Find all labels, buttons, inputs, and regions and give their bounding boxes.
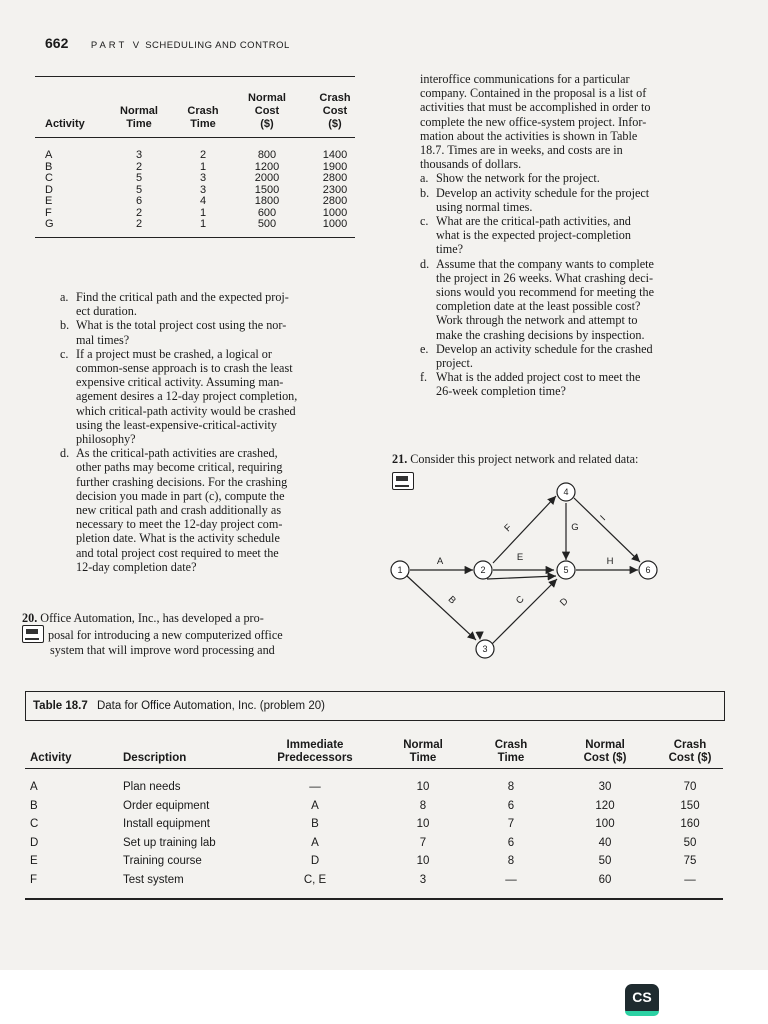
table-cell: 2 [135, 218, 143, 230]
question-line: new critical path and crash additionally as [76, 503, 282, 518]
question-line: 26-week completion time? [436, 384, 566, 399]
table-cell: 10 [416, 781, 430, 793]
question-label: e. [420, 341, 429, 356]
table-cell: 70 [683, 781, 697, 793]
project-network-diagram [380, 478, 680, 668]
question-line: Find the critical path and the expected proj- [76, 290, 289, 304]
question-item [420, 257, 730, 342]
table-row [35, 150, 355, 162]
node-2-label: 2 [480, 565, 486, 575]
question-item [60, 290, 362, 318]
table-cell: 1800 [254, 195, 280, 207]
question-line: and total project cost required to meet the [76, 545, 279, 560]
table-cell: 160 [680, 818, 700, 830]
question-line: common-sense approach is to crash the least [76, 361, 293, 376]
table-cell: 2 [135, 206, 143, 219]
table-caption-number: Table 18.7 [33, 700, 88, 712]
question-line: which critical-path activity would be crashed [76, 403, 296, 418]
table-header-row [35, 77, 355, 135]
table-cell: 600 [257, 206, 277, 219]
question-item [420, 342, 730, 370]
arc-label-b: B [445, 594, 458, 607]
col-header-description: Description [123, 752, 187, 764]
table187-header-row [25, 730, 723, 768]
question-item [420, 370, 730, 398]
table-cell: Install equipment [123, 818, 210, 830]
chapter-title: SCHEDULING AND CONTROL [145, 40, 290, 51]
question-line: further crashing decisions. For the crashing [76, 474, 288, 489]
table-row [35, 162, 355, 174]
col-header-normal-cost: Normal Cost ($) [583, 739, 627, 764]
col-header-predecessors: Immediate Predecessors [277, 739, 353, 764]
col-header-activity: Activity [30, 752, 72, 764]
table-cell: E [45, 195, 53, 207]
arc-label-h: H [606, 556, 614, 567]
col-header-crash-cost: Crash Cost ($) [668, 739, 712, 764]
question-line: time? [436, 242, 464, 257]
question-label: b. [420, 185, 430, 200]
table-row [25, 834, 723, 853]
table-row [35, 219, 355, 231]
table-cell: 8 [507, 781, 515, 793]
question-label: d. [420, 256, 430, 271]
table-cell: D [30, 836, 39, 849]
table-caption [25, 691, 725, 721]
table-cell: C [45, 172, 53, 184]
question-label: d. [60, 446, 70, 461]
question-line: necessary to meet the 12-day project com- [76, 517, 283, 532]
table-cell: A [45, 149, 53, 161]
arc-label-g: G [571, 522, 579, 533]
question-item [60, 446, 362, 574]
table-cell: G [45, 218, 54, 230]
question-line: sions would you recommend for meeting the [436, 285, 654, 300]
table-cell: 7 [419, 836, 427, 849]
table-row [35, 173, 355, 185]
table-cell: 2800 [322, 195, 348, 207]
table-cell: 1500 [254, 183, 280, 196]
question-item [60, 318, 362, 346]
col-header-activity: Activity [45, 118, 85, 130]
question-line: completion date at the least possible cost? [436, 299, 641, 314]
question-line: Show the network for the project. [436, 171, 600, 186]
table-cell: 5 [135, 183, 143, 196]
intro-line: activities that must be accomplished in order to [420, 100, 651, 115]
table-cell: D [45, 183, 53, 196]
question-line: using the least-expensive-critical-activity [76, 417, 278, 432]
table-cell: 1200 [254, 160, 280, 173]
arc-d [492, 579, 557, 644]
arc-c [487, 576, 556, 579]
table-cell: 3 [199, 172, 207, 184]
computer-icon [22, 625, 44, 643]
arc-label-i: I [598, 513, 609, 524]
table-row [25, 797, 723, 816]
question-line: agement desires a 12-day project completion, [76, 389, 298, 404]
question-line: project. [436, 356, 473, 371]
table-body [35, 138, 355, 231]
problem21-text: Consider this project network and related data: [410, 452, 639, 466]
table-cell: D [310, 855, 320, 867]
question-line: pletion date. What is the activity schedule [76, 531, 280, 546]
table-row [25, 871, 723, 890]
page-header [45, 35, 290, 53]
arc-b [407, 576, 476, 640]
table-cell: 2 [135, 160, 143, 173]
table-cell: 50 [683, 836, 697, 849]
table-row [25, 778, 723, 797]
problem19-questions [60, 290, 362, 574]
question-line: 12-day completion date? [76, 559, 197, 574]
problem21 [392, 452, 638, 467]
question-line: Develop an activity schedule for the crashed [436, 341, 653, 356]
question-line: what is the expected project-completion [436, 228, 631, 243]
table-cell: 40 [598, 836, 612, 849]
table-cell: E [30, 855, 38, 867]
table-cell: 1 [199, 206, 207, 219]
arc-label-f: F [502, 522, 515, 535]
node-3-label: 3 [482, 644, 488, 654]
question-item [420, 186, 730, 214]
camscanner-badge [625, 984, 659, 1016]
table-cell: A [311, 836, 319, 849]
question-line: ect duration. [76, 304, 137, 319]
table-cell: 3 [135, 149, 143, 161]
table-cell: 6 [507, 836, 515, 849]
problem21-number: 21. [392, 452, 408, 466]
arc-label-e: E [516, 552, 524, 563]
table-cell: 5 [135, 172, 143, 184]
col-header-normal-time: Normal Time [403, 739, 443, 764]
table-cell: C [30, 818, 39, 830]
table-cell: Plan needs [123, 781, 181, 793]
table-cell: A [30, 781, 38, 793]
table-cell: 150 [680, 799, 700, 812]
arc-label-d: D [557, 595, 571, 609]
question-line: What is the total project cost using the nor- [76, 318, 287, 333]
table-cell: 8 [507, 855, 515, 867]
table-cell: 6 [135, 195, 143, 207]
table-cell: 4 [199, 195, 207, 207]
table-cell: 800 [257, 149, 277, 161]
arc-label-a: A [436, 556, 444, 567]
question-label: c. [60, 346, 69, 361]
table-cell: 7 [507, 818, 515, 830]
office-automation-table [25, 730, 723, 900]
table-row [35, 208, 355, 220]
question-label: a. [60, 290, 69, 304]
part-label: PART V [90, 40, 143, 51]
col-header-crash-cost: Crash Cost ($) [319, 92, 351, 130]
table-cell: F [30, 873, 38, 886]
table-cell: B [311, 818, 319, 830]
table-cell: B [30, 799, 38, 812]
question-line: other paths may become critical, requiring [76, 460, 283, 475]
table-cell: 1000 [322, 218, 348, 230]
table-cell: 1000 [322, 206, 348, 219]
intro-line: 18.7. Times are in weeks, and costs are in [420, 143, 623, 158]
node-1-label: 1 [397, 565, 403, 575]
question-line: What are the critical-path activities, and [436, 214, 631, 229]
node-6-label: 6 [645, 565, 651, 575]
question-line: Develop an activity schedule for the project [436, 185, 650, 200]
activity-cost-table [35, 76, 355, 238]
question-line: make the crashing decisions by inspection. [436, 327, 645, 342]
table-row [25, 815, 723, 834]
problem20-line1: Office Automation, Inc., has developed a pro- [40, 611, 264, 625]
problem20-number: 20. [22, 611, 38, 625]
question-label: a. [420, 171, 429, 186]
table-cell: 1900 [322, 160, 348, 173]
table-cell: 2300 [322, 183, 348, 196]
col-header-normal-cost: Normal Cost ($) [248, 92, 286, 130]
table-cell: 3 [419, 873, 427, 886]
table-cell: B [45, 160, 53, 173]
problem20-continued [420, 72, 730, 399]
col-header-crash-time: Crash Time [494, 739, 528, 764]
arc-b-helper [477, 579, 480, 640]
intro-line: thousands of dollars. [420, 157, 522, 172]
table-cell: — [505, 873, 517, 886]
intro-line: interoffice communications for a particular [420, 72, 630, 86]
table-cell: 10 [416, 855, 430, 867]
table-cell: 500 [257, 218, 277, 230]
badge-label: CS [632, 989, 652, 1005]
question-line: mal times? [76, 332, 130, 347]
problem20-line2: posal for introducing a new computerized office [48, 628, 283, 643]
question-line: What is the added project cost to meet the [436, 370, 641, 385]
question-line: the project in 26 weeks. What crashing deci- [436, 270, 654, 285]
arc-label-c: C [513, 593, 527, 607]
table-cell: 10 [416, 818, 430, 830]
intro-line: mation about the activities is shown in Table [420, 128, 638, 143]
col-header-normal-time: Normal Time [120, 105, 158, 130]
table-bottom-rule [35, 237, 355, 238]
page-number: 662 [45, 35, 69, 51]
table-cell: Test system [123, 873, 184, 886]
question-line: If a project must be crashed, a logical or [76, 346, 272, 361]
table-cell: 100 [595, 818, 615, 830]
problem20-line3: system that will improve word processing and [50, 643, 275, 658]
table-cell: 1 [199, 160, 207, 173]
table-cell: 3 [199, 183, 207, 196]
table-cell: 60 [598, 873, 612, 886]
question-label: f. [420, 370, 428, 385]
table-cell: Training course [123, 855, 202, 867]
table-cell: 75 [683, 855, 697, 867]
table-cell: 2800 [322, 172, 348, 184]
node-4-label: 4 [563, 487, 569, 497]
table-cell: 30 [598, 781, 612, 793]
table-cell: F [45, 206, 52, 219]
table-cell: 1 [199, 218, 207, 230]
question-line: using normal times. [436, 199, 533, 214]
table-cell: 2 [199, 149, 207, 161]
intro-line: complete the new office-system project. Infor- [420, 114, 647, 129]
table187-bottom-rule [25, 898, 723, 900]
question-line: Work through the network and attempt to [436, 313, 638, 328]
table-caption-text: Data for Office Automation, Inc. (problem 20) [96, 700, 325, 712]
table-cell: 120 [595, 799, 615, 812]
table187-body [25, 769, 723, 889]
table-cell: — [684, 873, 696, 886]
table-cell: A [311, 799, 319, 812]
table-cell: Set up training lab [123, 836, 216, 849]
arc-i [574, 498, 640, 562]
table-row [35, 196, 355, 208]
question-line: expensive critical activity. Assuming man- [76, 375, 284, 390]
arc-f [493, 496, 556, 563]
node-5-label: 5 [563, 565, 569, 575]
table-cell: 6 [507, 799, 515, 812]
table-cell: 8 [419, 799, 427, 812]
table-cell: 1400 [322, 149, 348, 161]
question-line: philosophy? [76, 432, 136, 447]
question-item [60, 347, 362, 446]
question-label: c. [420, 214, 429, 229]
question-item [420, 171, 730, 185]
table-cell: C, E [303, 873, 327, 886]
table-cell: — [309, 781, 321, 793]
problem20 [22, 611, 362, 657]
intro-line: company. Contained in the proposal is a list of [420, 86, 647, 101]
table-cell: 2000 [254, 172, 280, 184]
question-line: Assume that the company wants to complete [436, 256, 654, 271]
question-item [420, 214, 730, 257]
question-line: As the critical-path activities are crashed, [76, 446, 278, 461]
question-line: decision you made in part (c), compute the [76, 488, 285, 503]
table-row [25, 852, 723, 871]
table-cell: 50 [598, 855, 612, 867]
question-label: b. [60, 318, 70, 333]
table-row [35, 185, 355, 197]
table-cell: Order equipment [123, 799, 210, 812]
col-header-crash-time: Crash Time [187, 105, 219, 130]
